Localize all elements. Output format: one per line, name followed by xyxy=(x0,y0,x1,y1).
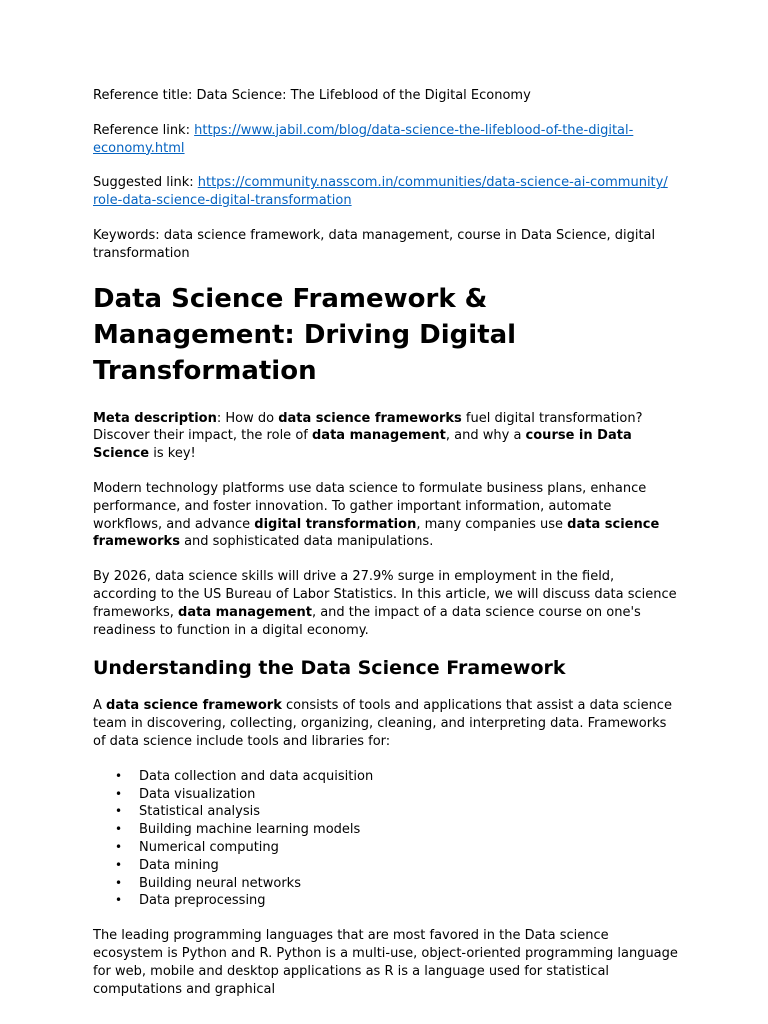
list-item xyxy=(115,821,680,839)
reference-title-label: Reference title: xyxy=(93,88,197,103)
list-item xyxy=(115,768,680,786)
intro-paragraph xyxy=(93,480,680,551)
para1-text-1: Modern technology platforms use data science to formulate business plans, enhance performance, and foster innovation. To gather important information, automate workflows, and advance xyxy=(93,480,647,532)
bullet-icon: • xyxy=(115,768,123,783)
meta-bold-3: course in Data Science xyxy=(93,428,632,462)
para1-bold-1: digital transformation xyxy=(254,516,417,532)
meta-bold-1: data science frameworks xyxy=(278,410,462,426)
bullet-icon: • xyxy=(115,875,123,890)
bullet-icon: • xyxy=(115,893,123,908)
para3-text-2: consists of tools and applications that assist a data science team in discovering, collecting, organizing, cleaning, and interpreting data. Frameworks of data science include tools and libraries for: xyxy=(93,698,672,749)
para3-text-1: A xyxy=(93,698,107,714)
bullet-icon: • xyxy=(115,822,123,837)
framework-paragraph xyxy=(93,697,680,750)
meta-text-1: : How do xyxy=(216,410,279,426)
list-item-text: Numerical computing xyxy=(139,839,279,855)
languages-paragraph: The leading programming languages that are most favored in the Data science ecosystem is Python and R. Python is a multi-use, object-oriented programming language for web, mobile and desktop applications as R is a language used for statistical computations and graphical xyxy=(93,928,678,997)
list-item-text: Data mining xyxy=(139,857,219,873)
suggested-link-line xyxy=(93,174,680,210)
para2-bold-1: data management xyxy=(178,604,312,620)
list-item-text: Statistical analysis xyxy=(139,804,260,820)
meta-text-4: is key! xyxy=(149,446,196,462)
list-item-text: Building machine learning models xyxy=(139,822,361,838)
statistics-paragraph xyxy=(93,568,680,639)
meta-text-2: fuel digital transformation? Discover their impact, the role of xyxy=(93,410,643,444)
list-item xyxy=(115,803,680,821)
section-heading: Understanding the Data Science Framework xyxy=(93,657,566,680)
list-item xyxy=(115,857,680,875)
list-item-text: Data visualization xyxy=(139,786,256,802)
reference-link-label: Reference link: xyxy=(93,122,195,138)
bullet-icon: • xyxy=(115,857,123,872)
bullet-icon: • xyxy=(115,804,123,819)
bullet-icon: • xyxy=(115,839,123,854)
meta-bold-2: data management xyxy=(311,428,446,444)
meta-description-label: Meta description xyxy=(93,410,217,426)
list-item-text: Building neural networks xyxy=(139,875,301,891)
reference-title-value: Data Science: The Lifeblood of the Digital Economy xyxy=(196,88,531,103)
suggested-link-part1: https://community.nasscom.in/communities/data-science-ai-community/ xyxy=(197,175,668,191)
reference-link-part2: economy.html xyxy=(93,140,185,156)
list-item xyxy=(115,875,680,893)
list-item-text: Data collection and data acquisition xyxy=(139,768,374,784)
keywords-label: Keywords: xyxy=(93,227,164,243)
list-item xyxy=(115,892,680,910)
framework-tools-list xyxy=(93,768,680,910)
keywords-line xyxy=(93,227,680,263)
reference-link-part1: https://www.jabil.com/blog/data-science-the-lifeblood-of-the-digital- xyxy=(194,122,634,138)
para2-text-1: By 2026, data science skills will drive a 27.9% surge in employment in the field, according to the US Bureau of Labor Statistics. In this article, we will discuss data science frameworks, xyxy=(93,569,677,620)
article-title: Data Science Framework & Management: Driving Digital Transformation xyxy=(93,283,517,386)
para1-bold-2: data science frameworks xyxy=(93,516,660,550)
list-item xyxy=(115,786,680,804)
para1-text-3: and sophisticated data manipulations. xyxy=(179,534,434,550)
keywords-value: data science framework, data management, course in Data Science, digital transformation xyxy=(93,227,656,261)
meta-text-3: , and why a xyxy=(445,428,526,444)
bullet-icon: • xyxy=(115,786,123,801)
reference-title-line xyxy=(93,87,680,105)
suggested-link-part2: role-data-science-digital-transformation xyxy=(93,193,352,209)
para3-bold-1: data science framework xyxy=(106,698,282,714)
para1-text-2: , many companies use xyxy=(416,516,568,532)
meta-description xyxy=(93,410,680,463)
suggested-link-label: Suggested link: xyxy=(93,175,198,191)
reference-link-line xyxy=(93,122,680,158)
list-item xyxy=(115,839,680,857)
list-item-text: Data preprocessing xyxy=(139,893,266,909)
para2-text-2: , and the impact of a data science course on one's readiness to function in a digital economy. xyxy=(93,604,641,638)
